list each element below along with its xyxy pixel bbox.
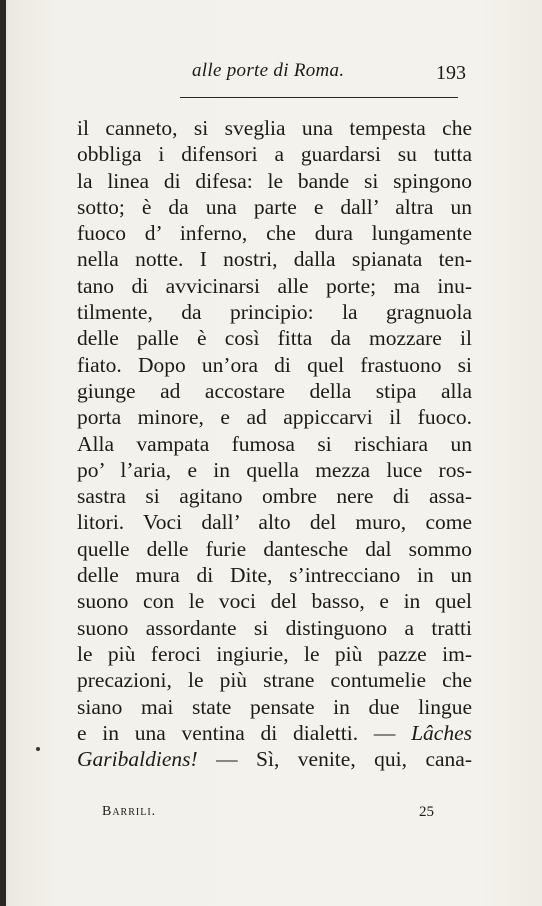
text-line: litori. Voci dall’ alto del muro, come bbox=[77, 510, 472, 535]
text-line: suono assordante si distinguono a tratti bbox=[77, 615, 472, 640]
body-text bbox=[77, 115, 472, 772]
text-line: la linea di difesa: le bande si spingono bbox=[77, 168, 472, 193]
page-footer bbox=[100, 800, 440, 824]
text-segment: — Sì, venite, qui, cana- bbox=[197, 747, 472, 772]
text-line: tilmente, da principio: la gragnuola bbox=[77, 300, 472, 325]
text-line: giunge ad accostare della stipa alla bbox=[77, 378, 472, 403]
text-line: po’ l’aria, e in quella mezza luce ros- bbox=[77, 457, 472, 482]
text-line-mixed bbox=[77, 720, 472, 746]
text-line: sotto; è da una parte e dall’ altra un bbox=[77, 194, 472, 219]
italic-segment: Garibaldiens! bbox=[77, 747, 198, 772]
text-segment: e in una ventina di dialetti. — bbox=[77, 720, 412, 745]
text-line: suono con le voci del basso, e in quel bbox=[77, 589, 472, 614]
text-line: fiato. Dopo un’ora di quel frastuono si bbox=[77, 352, 472, 377]
text-line: quelle delle furie dantesche dal sommo bbox=[77, 536, 472, 561]
text-line: fuoco d’ inferno, che dura lungamente bbox=[77, 221, 472, 246]
page-binding-edge bbox=[0, 0, 6, 906]
printer-signature: Barrili. bbox=[102, 804, 157, 819]
text-line: le più feroci ingiurie, le più pazze im- bbox=[77, 641, 472, 666]
text-line: il canneto, si sveglia una tempesta che bbox=[77, 116, 472, 140]
italic-segment: Lâches bbox=[411, 720, 472, 745]
text-line: Alla vampata fumosa si rischiara un bbox=[77, 431, 472, 456]
header-rule bbox=[180, 97, 458, 98]
text-line: delle palle è così fitta da mozzare il bbox=[77, 326, 472, 351]
text-line: obbliga i difensori a guardarsi su tutta bbox=[77, 142, 472, 167]
text-line: tano di avvicinarsi alle porte; ma inu- bbox=[77, 273, 472, 298]
running-title: alle porte di Roma. bbox=[192, 60, 345, 81]
page-number: 193 bbox=[436, 62, 466, 84]
signature-number: 25 bbox=[419, 804, 434, 820]
text-line: porta minore, e ad appiccarvi il fuoco. bbox=[77, 405, 472, 430]
text-line: delle mura di Dite, s’intrecciano in un bbox=[77, 563, 472, 588]
text-line: precazioni, le più strane contumelie che bbox=[77, 668, 472, 693]
text-line: siano mai state pensate in due lingue bbox=[77, 694, 472, 719]
text-line-mixed bbox=[77, 746, 472, 772]
text-line: nella notte. I nostri, dalla spianata ten- bbox=[77, 247, 472, 272]
margin-mark bbox=[36, 747, 40, 751]
text-line: sastra si agitano ombre nere di assa- bbox=[77, 484, 472, 509]
page-header bbox=[80, 58, 474, 88]
